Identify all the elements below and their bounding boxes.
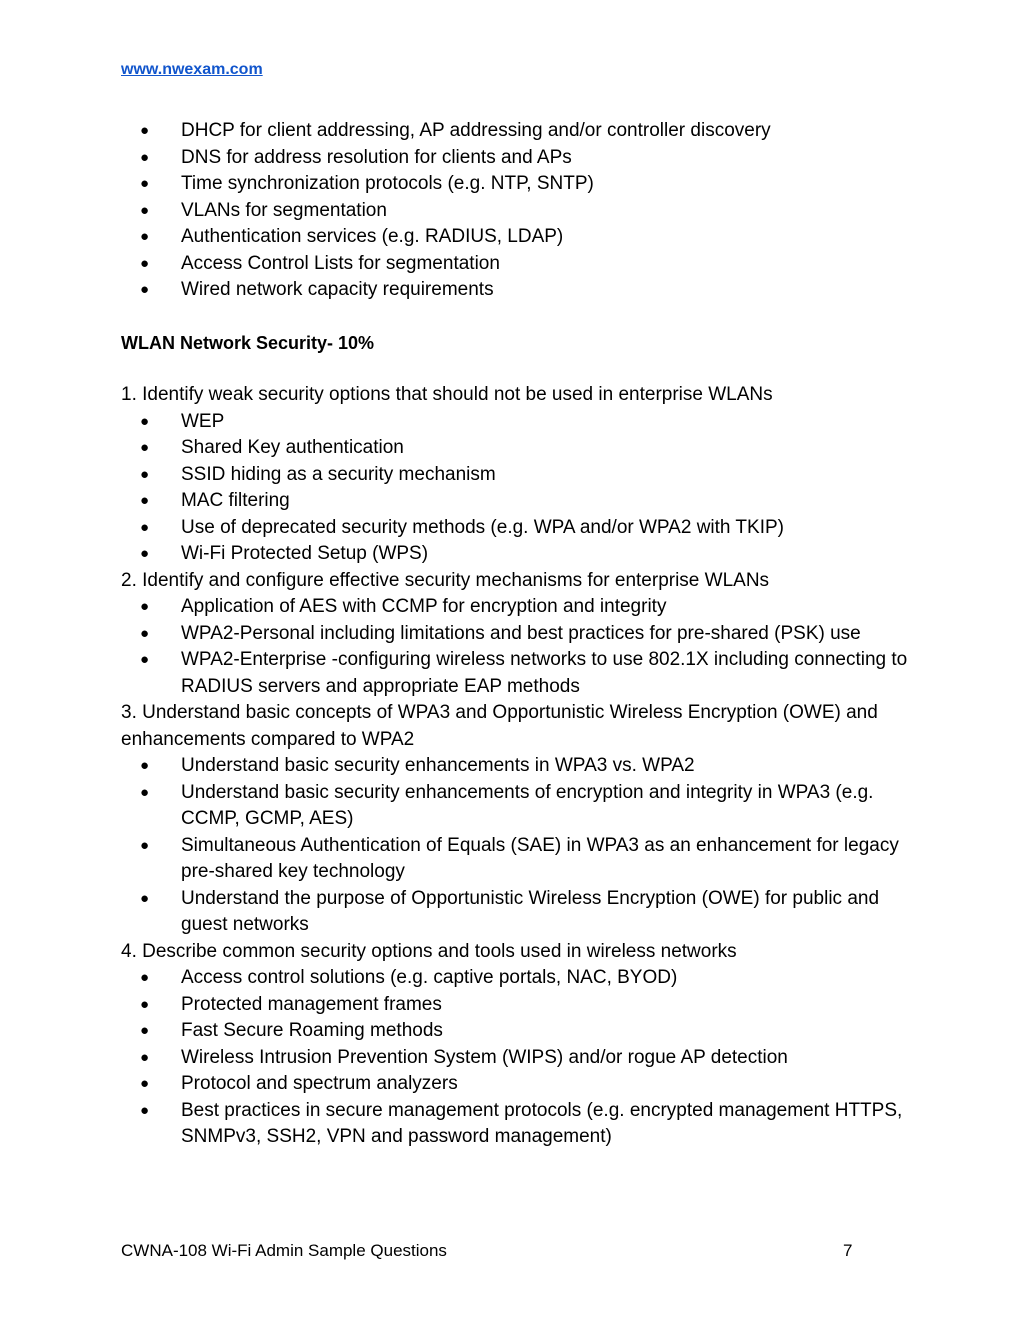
bullet-icon: ● [140, 412, 150, 430]
objective-bullet-list [121, 409, 911, 568]
list-item [121, 647, 911, 700]
list-item-text: Understand basic security enhancements of encryption and integrity in WPA3 (e.g. CCMP, GCMP, AES) [181, 781, 874, 829]
bullet-icon: ● [140, 545, 150, 562]
bullet-icon: ● [140, 1101, 150, 1119]
section-heading: WLAN Network Security- 10% [121, 332, 375, 353]
list-item-text: Protected management frames [181, 993, 442, 1015]
footer-title: CWNA-108 Wi-Fi Admin Sample Questions [121, 1241, 447, 1260]
list-item-text: Understand basic security enhancements in WPA3 vs. WPA2 [181, 755, 695, 776]
list-item-text: VLANs for segmentation [181, 199, 387, 221]
list-item-text: Access control solutions (e.g. captive portals, NAC, BYOD) [181, 967, 678, 988]
objective-bullet-list [121, 753, 911, 939]
list-item [121, 488, 911, 515]
list-item-text: Understand the purpose of Opportunistic Wireless Encryption (OWE) for public and guest networks [181, 887, 880, 935]
bullet-icon: ● [140, 969, 150, 986]
list-item [121, 118, 911, 145]
objective-title: 1. Identify weak security options that should not be used in enterprise WLANs [121, 384, 773, 405]
list-item [121, 833, 911, 886]
bullet-icon: ● [140, 889, 150, 907]
list-item [121, 886, 911, 939]
bullet-icon: ● [140, 122, 150, 139]
bullet-icon: ● [140, 175, 150, 192]
page-number: 7 [843, 1241, 853, 1260]
objective-bullet-list [121, 965, 911, 1151]
list-item [121, 198, 911, 225]
list-item-text: MAC filtering [181, 490, 290, 511]
list-item-text: Use of deprecated security methods (e.g. WPA and/or WPA2 with TKIP) [181, 516, 784, 538]
list-item-text: DNS for address resolution for clients and APs [181, 146, 572, 168]
list-item [121, 462, 911, 489]
bullet-icon: ● [140, 783, 150, 801]
list-item [121, 541, 911, 568]
objective-bullet-list [121, 594, 911, 700]
bullet-icon: ● [140, 624, 150, 642]
list-item-text: Protocol and spectrum analyzers [181, 1073, 458, 1094]
list-item [121, 277, 911, 304]
bullet-icon: ● [140, 1075, 150, 1092]
list-item [121, 1045, 911, 1072]
bullet-icon: ● [140, 148, 150, 166]
bullet-icon: ● [140, 518, 150, 536]
list-item [121, 145, 911, 172]
list-item-text: Time synchronization protocols (e.g. NTP, SNTP) [181, 173, 594, 194]
bullet-icon: ● [140, 757, 150, 774]
list-item-text: Wi-Fi Protected Setup (WPS) [181, 543, 429, 564]
list-item-text: Authentication services (e.g. RADIUS, LDAP) [181, 226, 564, 247]
list-item [121, 515, 911, 542]
objective-title: 3. Understand basic concepts of WPA3 and Opportunistic Wireless Encryption (OWE) and enhancements compared to WPA2 [121, 702, 878, 750]
bullet-icon: ● [140, 254, 150, 272]
list-item [121, 965, 911, 992]
page-content [121, 118, 911, 1151]
bullet-icon: ● [140, 281, 150, 298]
list-item-text: WPA2-Enterprise -configuring wireless networks to use 802.1X including connecting to RADIUS servers and appropriate EAP methods [181, 649, 908, 697]
intro-bullet-list [121, 118, 911, 304]
list-item [121, 171, 911, 198]
bullet-icon: ● [140, 1048, 150, 1066]
list-item [121, 1018, 911, 1045]
bullet-icon: ● [140, 465, 150, 483]
bullet-icon: ● [140, 836, 150, 854]
site-link[interactable]: www.nwexam.com [121, 61, 263, 78]
list-item-text: Application of AES with CCMP for encryption and integrity [181, 596, 667, 617]
list-item-text: Wired network capacity requirements [181, 279, 494, 300]
list-item [121, 753, 911, 780]
list-item-text: Access Control Lists for segmentation [181, 252, 500, 274]
bullet-icon: ● [140, 995, 150, 1013]
list-item-text: DHCP for client addressing, AP addressing and/or controller discovery [181, 120, 771, 141]
list-item-text: Shared Key authentication [181, 437, 404, 458]
objective-title: 2. Identify and configure effective security mechanisms for enterprise WLANs [121, 569, 770, 591]
list-item [121, 251, 911, 278]
list-item [121, 1098, 911, 1151]
list-item-text: Simultaneous Authentication of Equals (SAE) in WPA3 as an enhancement for legacy pre-shared key technology [181, 834, 899, 882]
list-item-text: Wireless Intrusion Prevention System (WIPS) and/or rogue AP detection [181, 1046, 788, 1068]
bullet-icon: ● [140, 439, 150, 456]
list-item [121, 1071, 911, 1098]
objective-title: 4. Describe common security options and tools used in wireless networks [121, 940, 737, 962]
list-item [121, 621, 911, 648]
list-item [121, 594, 911, 621]
bullet-icon: ● [140, 201, 150, 219]
list-item [121, 409, 911, 436]
bullet-icon: ● [140, 598, 150, 615]
bullet-icon: ● [140, 228, 150, 245]
list-item-text: WEP [181, 410, 225, 432]
list-item [121, 780, 911, 833]
list-item-text: Best practices in secure management protocols (e.g. encrypted management HTTPS, SNMPv3, SSH2, VPN and password management) [181, 1099, 903, 1147]
list-item [121, 224, 911, 251]
bullet-icon: ● [140, 492, 150, 509]
list-item-text: SSID hiding as a security mechanism [181, 463, 496, 485]
bullet-icon: ● [140, 1022, 150, 1039]
list-item-text: WPA2-Personal including limitations and best practices for pre-shared (PSK) use [181, 622, 861, 644]
list-item [121, 435, 911, 462]
list-item-text: Fast Secure Roaming methods [181, 1020, 443, 1041]
list-item [121, 992, 911, 1019]
bullet-icon: ● [140, 651, 150, 668]
